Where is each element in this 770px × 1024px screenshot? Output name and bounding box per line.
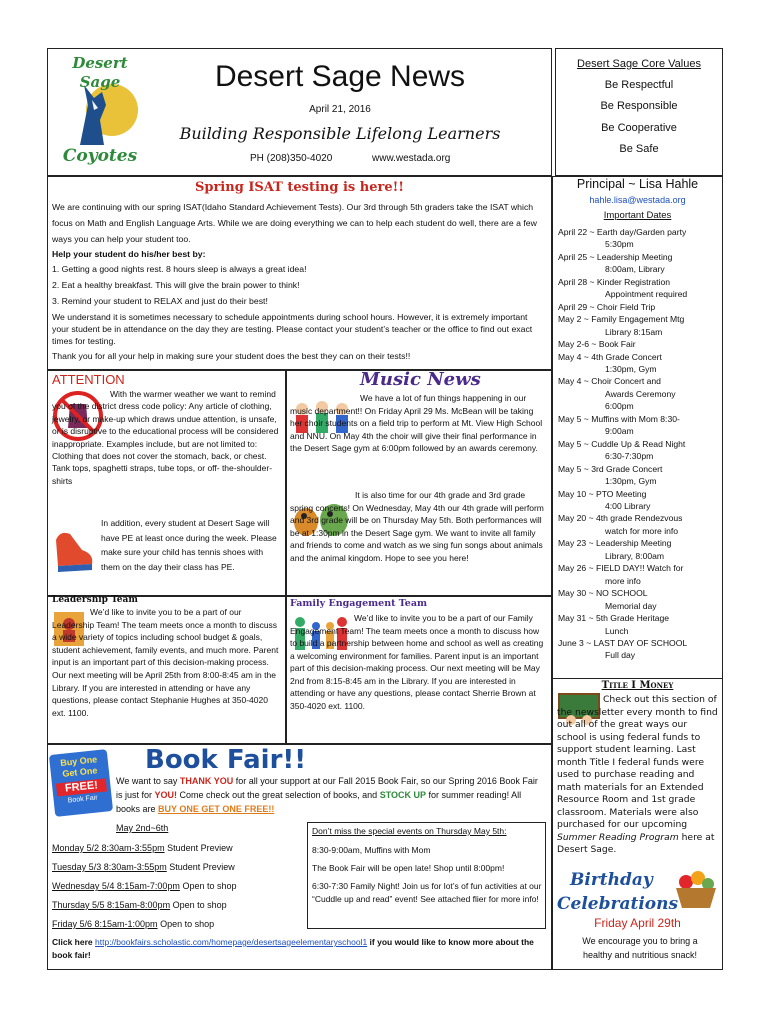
date-event: May 20 ~ 4th grade Rendezvous <box>558 513 683 524</box>
date-event: April 22 ~ Earth day/Garden party <box>558 227 687 237</box>
date-item <box>558 351 720 376</box>
date-detail: 1:30pm, Gym <box>605 476 657 487</box>
isat-title: Spring ISAT testing is here!! <box>194 180 405 195</box>
title1-text-a: Check out this section of the newsletter every month to find out all of the great ways our school is using federal funds to support student learning. Last month Title I federal funds were used to purchase reading and math materials for an Extended Resource Room and 1st grade classroom. Materials were also purchased for our upcoming <box>557 694 718 830</box>
date-item <box>558 338 720 350</box>
date-event: April 28 ~ Kinder Registration <box>558 276 671 287</box>
core-values-title: Desert Sage Core Values <box>577 58 701 70</box>
bogo-line-3: FREE! <box>56 778 107 797</box>
bookfair-intro-c: Come check out the great selection of books, and <box>179 790 378 800</box>
date-item <box>558 512 720 537</box>
date-event: May 2 ~ Family Engagement Mtg <box>558 314 685 325</box>
date-detail: 8:00am, Library <box>605 264 665 275</box>
date-item <box>558 537 720 562</box>
date-item <box>558 438 720 463</box>
bookfair-day-4-time: Thursday 5/5 8:15am-8:00pm <box>52 900 171 910</box>
date-event: May 31 ~ 5th Grade Heritage <box>558 613 670 624</box>
newsletter-title: Desert Sage News <box>214 60 466 93</box>
date-item <box>558 276 720 301</box>
date-event: May 2-6 ~ Book Fair <box>558 339 636 350</box>
date-detail: 9:00am <box>605 426 634 437</box>
principal-email: hahle.lisa@westada.org <box>589 195 686 205</box>
leadership-text: We’d like to invite you to be a part of our Leadership Team! The team meets once a month to discuss a wide variety of topics including school budget & goals, student achievement, family events, and much more. Parent input is an important part of this decision-making process. Our next meeting will be April 25th from 8:00-8:45 am in the Library. If you are interested in attending or have any questions, please contact Stephanie Hughes at 350-4020 ext. 1100. <box>52 607 279 718</box>
bookfair-day-2-time: Tuesday 5/3 8:30am-3:55pm <box>52 862 167 872</box>
core-value-1: Be Respectful <box>604 79 674 91</box>
date-item <box>558 301 720 313</box>
date-detail: Full day <box>605 650 636 661</box>
bookfair-day-1-time: Monday 5/2 8:30am-3:55pm <box>52 843 165 853</box>
date-item <box>558 313 720 338</box>
fruit-basket-icon <box>672 866 720 912</box>
core-value-2: Be Responsible <box>600 100 678 112</box>
bookfair-thank-you: THANK YOU <box>179 776 234 786</box>
bookfair-day-3-label: Open to shop <box>182 881 237 891</box>
date-event: May 26 ~ FIELD DAY!! Watch for <box>558 563 684 574</box>
date-detail: 6:00pm <box>605 401 634 412</box>
date-detail: watch for more info <box>605 525 679 536</box>
isat-attendance: We understand it is sometimes necessary to schedule appointments during school hours. However, it is extremely important your student be in attendance on the day they are testing. Please contact your student’s teacher or the office to find out exact times for testing. <box>52 312 533 346</box>
family-title: Family Engagement Team <box>290 598 428 609</box>
title1-text-b: here at Desert Sage. <box>557 831 715 855</box>
logo-top-text: Desert Sage <box>72 54 128 91</box>
date-event: May 23 ~ Leadership Meeting <box>558 538 672 549</box>
date-detail: 6:30-7:30pm <box>605 451 654 462</box>
bookfair-day-1-label: Student Preview <box>167 843 233 853</box>
bookfair-intro <box>116 774 546 816</box>
date-detail: Lunch <box>605 625 629 636</box>
birthday-title-1: Birthday <box>570 870 653 890</box>
title1-program: Summer Reading Program <box>557 831 679 843</box>
bookfair-day-5-label: Open to shop <box>160 919 215 929</box>
bookfair-intro-d: for summer reading! All books are <box>116 790 522 814</box>
special-event-2: The Book Fair will be open late! Shop until 8:00pm! <box>312 863 505 873</box>
attention-title: ATTENTION <box>52 372 125 387</box>
isat-tip-1: 1. Getting a good nights rest. 8 hours sleep is always a great idea! <box>52 264 307 274</box>
title1-text <box>557 694 719 857</box>
date-event: April 25 ~ Leadership Meeting <box>558 251 673 262</box>
date-item <box>558 375 720 412</box>
sneaker-icon <box>52 520 97 575</box>
attention-pe: In addition, every student at Desert Sage will have PE at least once during the week. Please make sure your child has tennis shoes with them on the day their class has PE. <box>101 518 277 572</box>
date-item <box>558 413 720 438</box>
music-choir-text: We have a lot of fun things happening in our music department!! On Friday April 29 Ms. McBean will be taking her choir students on a field trip to perform at Mt. View High School and NNU. On May 4th the choir will give their final performance in the Desert Sage gym at 6:00pm followed by an awards ceremony. <box>290 393 543 454</box>
bookfair-day-3-time: Wednesday 5/4 8:15am-7:00pm <box>52 881 180 891</box>
date-event: May 5 ~ Cuddle Up & Read Night <box>558 438 686 449</box>
birthday-title-2: Celebrations <box>557 894 679 914</box>
date-item <box>558 463 720 488</box>
date-event: May 4 ~ Choir Concert and <box>558 376 661 387</box>
bookfair-title: Book Fair!! <box>145 745 307 775</box>
bookfair-dates-heading: May 2nd~6th <box>116 823 169 833</box>
date-event: May 5 ~ Muffins with Mom 8:30- <box>558 413 680 424</box>
bookfair-day-3 <box>52 881 236 892</box>
click-here-label: Click here <box>52 937 93 947</box>
isat-tip-3: 3. Remind your student to RELAX and just do their best! <box>52 296 268 306</box>
special-events-box <box>307 822 546 929</box>
bookfair-you: YOU! <box>154 790 178 800</box>
bookfair-intro-b: for all your support at our Fall 2015 Book Fair, so our Spring 2016 Book Fair is just for <box>116 776 538 800</box>
family-text: We’d like to invite you to be a part of our Family Engagement Team! The team meets once a month to discuss how to build a partnership between home and school as well as creating a welcoming environment for families. Parent input is an important part of this decision-making process. Our next meeting will be May 2nd from 8:15-8:45 am in the Library. If you are interested in attending or have any questions, please contact Sherrie Brown at 350-4020 ext. 1100. <box>290 613 544 711</box>
date-detail: 1:30pm, Gym <box>605 363 657 374</box>
bogo-line-4: Book Fair <box>67 794 99 805</box>
birthday-text: We encourage you to bring a healthy and nutritious snack! <box>582 936 698 960</box>
title1-heading: Title I Money <box>601 680 674 691</box>
bookfair-link[interactable]: http://bookfairs.scholastic.com/homepage/desertsageelementaryschool1 <box>95 937 368 947</box>
bookfair-intro-a: We want to say <box>116 776 178 786</box>
title1-divider <box>552 678 723 679</box>
date-item <box>558 612 720 637</box>
date-item <box>558 637 720 662</box>
bookfair-day-4 <box>52 900 227 911</box>
phone: PH (208)350-4020 <box>250 153 333 164</box>
bogo-badge <box>49 749 113 817</box>
attention-dress-code: With the warmer weather we want to remind you of the district dress code policy: Any article of clothing, jewelry, or make-up which draws undue attention, is unsafe, or is disruptive to the educational process will be considered inappropriate. Examples include, but are not limited to: Clothing that does not cover the stomach, back, or chest. Tank tops, spaghetti straps, tube tops, or off- the-shoulder-shirts <box>52 389 279 486</box>
date-event: June 3 ~ LAST DAY OF SCHOOL <box>558 637 688 648</box>
date-item <box>558 251 720 276</box>
date-detail: 5:30pm <box>605 239 634 250</box>
important-dates-list <box>558 226 720 662</box>
bookfair-day-5 <box>52 919 214 930</box>
birthday-date: Friday April 29th <box>594 916 681 930</box>
date-detail: Library, 8:00am <box>605 550 665 561</box>
bookfair-day-4-label: Open to shop <box>172 900 227 910</box>
date-event: May 5 ~ 3rd Grade Concert <box>558 463 663 474</box>
bookfair-day-5-time: Friday 5/6 8:15am-1:00pm <box>52 919 158 929</box>
important-dates-title: Important Dates <box>603 210 672 221</box>
music-concert-text: It is also time for our 4th grade and 3rd grade spring concerts! On Wednesday, May 4th our 4th grade will perform and 3rd grade will be on Thursday May 5th. Both performances will be at 1:30pm in the Desert Sage gym. We want to invite all family and friends to come and watch as we sing fun songs about animals and the animal kingdom. Hope to see you here! <box>290 490 544 563</box>
date-event: April 29 ~ Choir Field Trip <box>558 301 656 312</box>
core-value-4: Be Safe <box>619 143 659 155</box>
bogo-line-2: Get One <box>61 765 98 780</box>
date-detail: Library 8:15am <box>605 326 663 337</box>
newsletter-date: April 21, 2016 <box>309 104 371 115</box>
bookfair-link-line <box>52 936 547 962</box>
special-events-heading: Don’t miss the special events on Thursday May 5th: <box>312 826 507 836</box>
isat-intro: We are continuing with our spring ISAT(Idaho Standard Achievement Tests). Our 3rd through 5th graders take the ISAT which focus on Math and English Language Arts. While we are doing everything we can to help each student do well, there are a few ways you can help your student too. <box>52 202 537 244</box>
bookfair-stock-up: STOCK UP <box>379 790 427 800</box>
date-item <box>558 226 720 251</box>
date-event: May 10 ~ PTO Meeting <box>558 488 647 499</box>
date-detail: more info <box>605 575 641 586</box>
date-detail: 4:00 Library <box>605 500 651 511</box>
date-detail: Awards Ceremony <box>605 388 676 399</box>
click-suffix-label: if you would like to know more about the book fair! <box>52 937 534 960</box>
leadership-title: Leadership Team <box>52 595 138 605</box>
date-item <box>558 488 720 513</box>
website: www.westada.org <box>372 153 451 164</box>
music-title: Music News <box>360 369 481 390</box>
core-value-3: Be Cooperative <box>601 122 677 134</box>
date-item <box>558 587 720 612</box>
date-event: May 4 ~ 4th Grade Concert <box>558 351 662 362</box>
isat-help-heading: Help your student do his/her best by: <box>52 249 206 259</box>
logo-bottom-text: Coyotes <box>62 146 138 166</box>
bookfair-bogo: BUY ONE GET ONE FREE!! <box>158 804 275 814</box>
school-logo <box>50 50 150 170</box>
date-event: May 30 ~ NO SCHOOL <box>558 588 648 599</box>
tagline: Building Responsible Lifelong Learners <box>179 124 501 143</box>
special-event-1: 8:30-9:00am, Muffins with Mom <box>312 845 431 855</box>
date-item <box>558 562 720 587</box>
bookfair-day-2-label: Student Preview <box>169 862 235 872</box>
bookfair-day-2 <box>52 862 235 873</box>
bogo-line-1: Buy One <box>59 754 98 769</box>
date-detail: Memorial day <box>605 600 657 611</box>
date-detail: Appointment required <box>605 289 688 300</box>
isat-tip-2: 2. Eat a healthy breakfast. This will give the brain power to think! <box>52 280 300 290</box>
special-event-3: 6:30-7:30 Family Night! Join us for lot’s of fun activities at our “Cuddle up and read” event! See attached flier for more info! <box>312 881 542 904</box>
bookfair-day-1 <box>52 843 233 854</box>
isat-thanks: Thank you for all your help in making sure your student does the best they can on their tests!! <box>52 351 411 361</box>
principal-title: Principal ~ Lisa Hahle <box>576 177 699 191</box>
